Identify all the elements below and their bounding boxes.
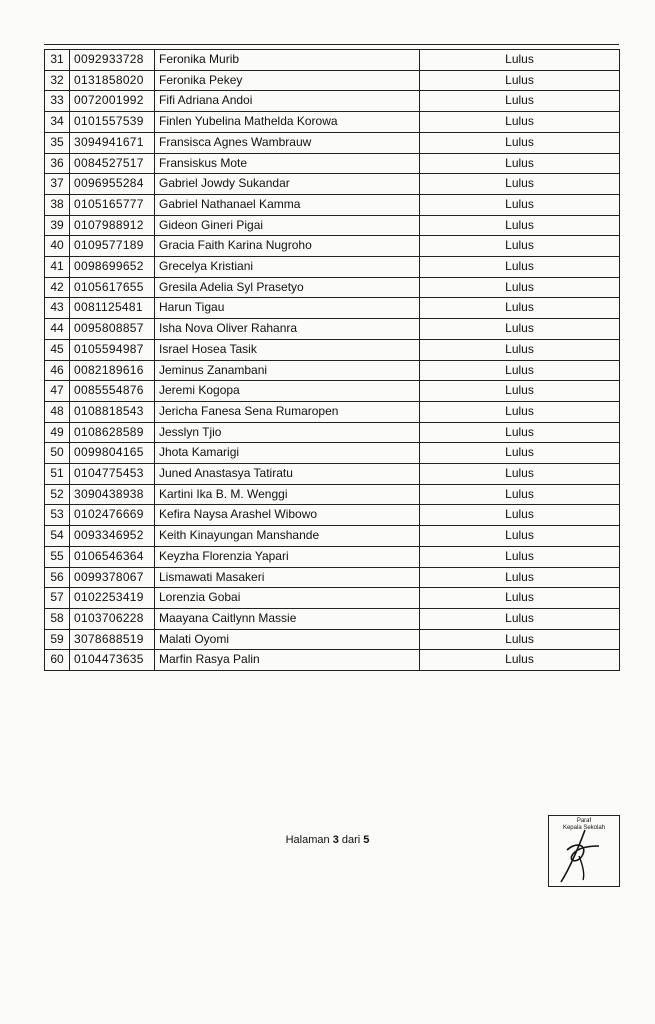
table-row: [45, 360, 620, 381]
student-name: Maayana Caitlynn Massie: [155, 608, 420, 629]
student-name: Feronika Murib: [155, 50, 420, 71]
student-name: Kefira Naysa Arashel Wibowo: [155, 505, 420, 526]
table-row: [45, 50, 620, 71]
student-name: Gabriel Jowdy Sukandar: [155, 174, 420, 195]
student-id: 0072001992: [70, 91, 155, 112]
row-number: 49: [45, 422, 70, 443]
student-id: 0096955284: [70, 174, 155, 195]
table-row: [45, 401, 620, 422]
student-id: 0103706228: [70, 608, 155, 629]
row-number: 41: [45, 257, 70, 278]
table-row: [45, 257, 620, 278]
table-row: [45, 464, 620, 485]
student-name: Lorenzia Gobai: [155, 588, 420, 609]
table-row: [45, 443, 620, 464]
graduation-status: Lulus: [420, 91, 620, 112]
student-id: 0105165777: [70, 194, 155, 215]
row-number: 60: [45, 650, 70, 671]
student-id: 0104473635: [70, 650, 155, 671]
table-row: [45, 277, 620, 298]
student-name: Juned Anastasya Tatiratu: [155, 464, 420, 485]
graduation-status: Lulus: [420, 401, 620, 422]
student-id: 0085554876: [70, 381, 155, 402]
student-id: 3078688519: [70, 629, 155, 650]
row-number: 54: [45, 526, 70, 547]
student-id: 0099378067: [70, 567, 155, 588]
student-name: Jesslyn Tjio: [155, 422, 420, 443]
row-number: 57: [45, 588, 70, 609]
table-body: [45, 50, 620, 671]
graduation-status: Lulus: [420, 112, 620, 133]
graduation-status: Lulus: [420, 277, 620, 298]
table-row: [45, 629, 620, 650]
table-row: [45, 174, 620, 195]
row-number: 45: [45, 339, 70, 360]
graduation-status: Lulus: [420, 298, 620, 319]
student-id: 0084527517: [70, 153, 155, 174]
paraf-title-line2: Kepala Sekolah: [562, 825, 606, 831]
signature-icon: [549, 816, 619, 886]
student-id: 3090438938: [70, 484, 155, 505]
table-row: [45, 422, 620, 443]
student-name: Kartini Ika B. M. Wenggi: [155, 484, 420, 505]
graduation-status: Lulus: [420, 174, 620, 195]
row-number: 48: [45, 401, 70, 422]
row-number: 47: [45, 381, 70, 402]
student-name: Jhota Kamarigi: [155, 443, 420, 464]
row-number: 59: [45, 629, 70, 650]
graduation-status: Lulus: [420, 443, 620, 464]
table-top-border: [44, 44, 619, 45]
student-name: Jericha Fanesa Sena Rumaropen: [155, 401, 420, 422]
graduation-status: Lulus: [420, 650, 620, 671]
student-name: Feronika Pekey: [155, 70, 420, 91]
student-name: Gideon Gineri Pigai: [155, 215, 420, 236]
table-row: [45, 153, 620, 174]
table-row: [45, 298, 620, 319]
student-name: Jeminus Zanambani: [155, 360, 420, 381]
student-name: Lismawati Masakeri: [155, 567, 420, 588]
table-row: [45, 194, 620, 215]
student-name: Keith Kinayungan Manshande: [155, 526, 420, 547]
row-number: 34: [45, 112, 70, 133]
graduation-status: Lulus: [420, 360, 620, 381]
graduation-status: Lulus: [420, 464, 620, 485]
student-id: 0104775453: [70, 464, 155, 485]
row-number: 31: [45, 50, 70, 71]
graduation-status: Lulus: [420, 608, 620, 629]
graduation-status: Lulus: [420, 505, 620, 526]
student-name: Grecelya Kristiani: [155, 257, 420, 278]
row-number: 43: [45, 298, 70, 319]
graduation-status: Lulus: [420, 194, 620, 215]
table-row: [45, 608, 620, 629]
row-number: 40: [45, 236, 70, 257]
student-name: Gabriel Nathanael Kamma: [155, 194, 420, 215]
graduation-status: Lulus: [420, 526, 620, 547]
row-number: 55: [45, 546, 70, 567]
graduation-status: Lulus: [420, 422, 620, 443]
table-row: [45, 526, 620, 547]
student-name: Fransisca Agnes Wambrauw: [155, 132, 420, 153]
graduation-status: Lulus: [420, 546, 620, 567]
row-number: 36: [45, 153, 70, 174]
student-id: 3094941671: [70, 132, 155, 153]
student-id: 0106546364: [70, 546, 155, 567]
student-name: Marfin Rasya Palin: [155, 650, 420, 671]
student-name: Isha Nova Oliver Rahanra: [155, 319, 420, 340]
student-id: 0095808857: [70, 319, 155, 340]
page-total: 5: [363, 834, 370, 846]
row-number: 53: [45, 505, 70, 526]
table-row: [45, 339, 620, 360]
student-name: Gresila Adelia Syl Prasetyo: [155, 277, 420, 298]
row-number: 52: [45, 484, 70, 505]
row-number: 38: [45, 194, 70, 215]
student-name: Malati Oyomi: [155, 629, 420, 650]
table-row: [45, 112, 620, 133]
student-id: 0098699652: [70, 257, 155, 278]
row-number: 58: [45, 608, 70, 629]
paraf-box: [548, 815, 620, 887]
student-id: 0105594987: [70, 339, 155, 360]
graduation-status: Lulus: [420, 629, 620, 650]
graduation-status: Lulus: [420, 70, 620, 91]
row-number: 32: [45, 70, 70, 91]
student-name: Israel Hosea Tasik: [155, 339, 420, 360]
student-id: 0099804165: [70, 443, 155, 464]
table-row: [45, 70, 620, 91]
student-id: 0082189616: [70, 360, 155, 381]
table-row: [45, 650, 620, 671]
graduation-results-table: [44, 49, 620, 671]
student-name: Jeremi Kogopa: [155, 381, 420, 402]
table-row: [45, 567, 620, 588]
table-row: [45, 381, 620, 402]
graduation-status: Lulus: [420, 215, 620, 236]
graduation-status: Lulus: [420, 588, 620, 609]
table-row: [45, 484, 620, 505]
row-number: 44: [45, 319, 70, 340]
student-id: 0101557539: [70, 112, 155, 133]
row-number: 46: [45, 360, 70, 381]
page-label: Halaman: [285, 834, 330, 846]
page-current: 3: [332, 834, 339, 846]
student-id: 0105617655: [70, 277, 155, 298]
paraf-title-line1: Paraf: [576, 818, 592, 824]
student-id: 0081125481: [70, 298, 155, 319]
student-id: 0107988912: [70, 215, 155, 236]
student-name: Finlen Yubelina Mathelda Korowa: [155, 112, 420, 133]
student-id: 0131858020: [70, 70, 155, 91]
graduation-status: Lulus: [420, 339, 620, 360]
student-name: Fransiskus Mote: [155, 153, 420, 174]
row-number: 35: [45, 132, 70, 153]
student-id: 0108818543: [70, 401, 155, 422]
row-number: 56: [45, 567, 70, 588]
row-number: 42: [45, 277, 70, 298]
page-separator: dari: [341, 834, 361, 846]
row-number: 33: [45, 91, 70, 112]
graduation-status: Lulus: [420, 132, 620, 153]
student-id: 0102476669: [70, 505, 155, 526]
row-number: 39: [45, 215, 70, 236]
graduation-status: Lulus: [420, 484, 620, 505]
table-row: [45, 91, 620, 112]
row-number: 50: [45, 443, 70, 464]
table-row: [45, 236, 620, 257]
graduation-status: Lulus: [420, 381, 620, 402]
graduation-status: Lulus: [420, 153, 620, 174]
student-name: Gracia Faith Karina Nugroho: [155, 236, 420, 257]
table-row: [45, 546, 620, 567]
row-number: 37: [45, 174, 70, 195]
student-id: 0093346952: [70, 526, 155, 547]
student-id: 0109577189: [70, 236, 155, 257]
table-row: [45, 505, 620, 526]
graduation-status: Lulus: [420, 236, 620, 257]
graduation-status: Lulus: [420, 50, 620, 71]
table-row: [45, 215, 620, 236]
student-id: 0108628589: [70, 422, 155, 443]
student-id: 0092933728: [70, 50, 155, 71]
graduation-status: Lulus: [420, 567, 620, 588]
graduation-status: Lulus: [420, 257, 620, 278]
student-name: Harun Tigau: [155, 298, 420, 319]
graduation-status: Lulus: [420, 319, 620, 340]
table-row: [45, 319, 620, 340]
student-name: Fifi Adriana Andoi: [155, 91, 420, 112]
row-number: 51: [45, 464, 70, 485]
student-id: 0102253419: [70, 588, 155, 609]
table-row: [45, 132, 620, 153]
student-name: Keyzha Florenzia Yapari: [155, 546, 420, 567]
table-row: [45, 588, 620, 609]
